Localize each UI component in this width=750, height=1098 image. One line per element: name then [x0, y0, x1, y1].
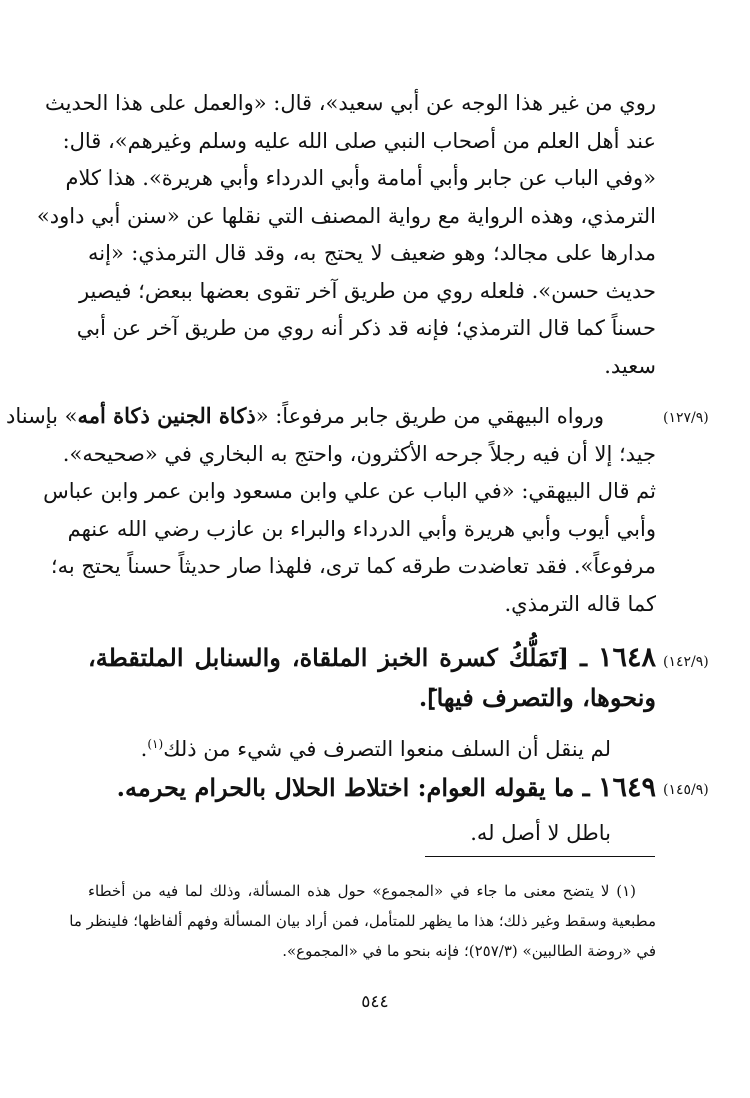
- text-line: مرفوعاً». فقد تعاضدت طرقه كما ترى، فلهذا صار حديثاً حسناً يحتج به؛: [50, 554, 656, 578]
- footnote-line: مطبعية وسقط وغير ذلك؛ هذا ما يظهر للمتأمل، فمن أراد بيان المسألة وفهم ألفاظها؛ فلينظر ما: [69, 912, 656, 930]
- entry-number: ١٦٤٨: [597, 642, 656, 673]
- reference-label: (١٢٧/٩): [663, 410, 709, 426]
- reference-label: (١٤٥/٩): [663, 782, 709, 798]
- hadith-emphasis: ذكاة الجنين ذكاة أمه: [77, 403, 256, 428]
- text-line: مدارها على مجالد؛ وهو ضعيف لا يحتج به، وقد قال الترمذي: «إنه: [88, 241, 656, 265]
- paragraph-bayhaqi: [6, 397, 656, 623]
- heading-line: ونحوها، والتصرف فيها]َ.: [418, 683, 656, 712]
- footnote-marker[interactable]: (١): [147, 737, 164, 751]
- text-line: الترمذي، وهذه الرواية مع رواية المصنف التي نقلها عن «سنن أبي داود»: [36, 203, 656, 228]
- heading-line: [88, 638, 656, 678]
- footnote-divider: [425, 856, 655, 857]
- text-run: لم ينقل أن السلف منعوا التصرف في شيء من ذلك: [163, 737, 611, 761]
- entry-heading-1649: [88, 768, 656, 808]
- text-line: وأبي أيوب وأبي هريرة وأبي الدرداء والبراء بن عازب رضي الله عنهم: [67, 516, 656, 541]
- text-line: [88, 726, 656, 769]
- text-line: جيد؛ إلا أن فيه رجلاً جرحه الأكثرون، واحتج به البخاري في «صحيحه».: [62, 441, 656, 466]
- text-line: ثم قال البيهقي: «في الباب عن علي وابن مسعود وابن عمر وابن عباس: [43, 479, 656, 503]
- text-line: حديث حسن». فلعله روي من طريق آخر تقوى بعضها ببعض؛ فيصير: [78, 278, 656, 303]
- heading-text: ـ [تَمَلُّكُ كسرة الخبز الملقاة، والسنابل الملتقطة،: [88, 643, 598, 672]
- text-line: باطل لا أصل له.: [470, 821, 611, 845]
- text-line: عند أهل العلم من أصحاب النبي صلى الله عليه وسلم وغيرهم»، قال:: [62, 128, 656, 153]
- footnote-line: في «روضة الطالبين» (٢٥٧/٣)؛ فإنه بنحو ما في «المجموع».: [282, 942, 656, 960]
- page-number: ٥٤٤: [361, 992, 389, 1012]
- text-run: » بإسناد: [6, 404, 78, 428]
- paragraph-continuation: [36, 85, 656, 385]
- text-run: ورواه البيهقي من طريق جابر مرفوعاً: «: [255, 404, 604, 428]
- text-line-with-emphasis: [6, 397, 656, 436]
- heading-text: ـ ما يقوله العوام: اختلاط الحلال بالحرام يحرمه.: [116, 773, 598, 802]
- text-line: كما قاله الترمذي.: [504, 591, 656, 616]
- reference-label: (١٤٢/٩): [663, 654, 709, 670]
- footnote-line: (١) لا يتضح معنى ما جاء في «المجموع» حول هذه المسألة، وذلك لما فيه من أخطاء: [88, 882, 636, 900]
- entry-body-1648: [88, 726, 656, 769]
- entry-body-1649: [88, 815, 656, 853]
- text-line: سعيد.: [604, 353, 656, 378]
- text-run: .: [140, 737, 148, 761]
- text-line: روي من غير هذا الوجه عن أبي سعيد»، قال: «والعمل على هذا الحديث: [45, 91, 656, 115]
- heading-line: [88, 768, 656, 808]
- text-line: «وفي الباب عن جابر وأبي أمامة وأبي الدرداء وأبي هريرة». هذا كلام: [65, 166, 656, 190]
- footnotes: [69, 876, 656, 966]
- entry-heading-1648: [88, 638, 656, 718]
- entry-number: ١٦٤٩: [597, 772, 656, 803]
- text-line: حسناً كما قال الترمذي؛ فإنه قد ذكر أنه روي من طريق آخر عن أبي: [76, 316, 656, 340]
